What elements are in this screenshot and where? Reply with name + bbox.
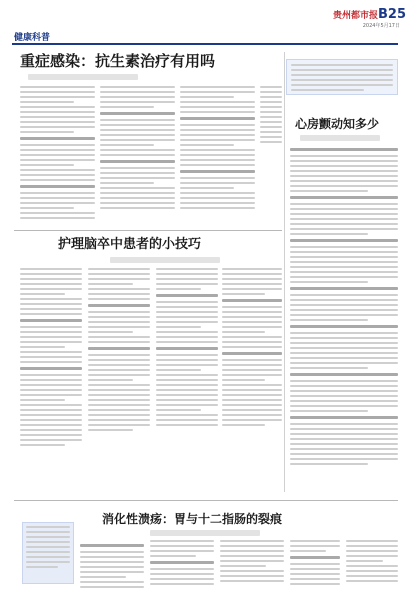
ulcer-article-intro-box: [22, 522, 74, 584]
ulcer-article-headline: 消化性溃疡：胃与十二指肠的裂痕: [102, 512, 283, 526]
main-article-headline: 重症感染：抗生素治疗有用吗: [20, 52, 216, 70]
main-article-text: [260, 86, 282, 226]
page-number-badge: B25: [378, 7, 406, 22]
ulcer-article-byline: [150, 530, 260, 536]
main-article-text: [100, 86, 175, 226]
side-article-byline: [300, 135, 380, 141]
ulcer-article-text: [80, 540, 144, 588]
main-article-text: [20, 86, 95, 226]
newspaper-name: 贵州都市报: [332, 11, 378, 21]
top-rule: [12, 43, 398, 45]
section-title: 健康科普: [14, 33, 51, 43]
ulcer-article-text: [290, 540, 340, 588]
stroke-article-text: [20, 268, 82, 494]
section-divider: [14, 500, 398, 501]
masthead-date: 2024年5月17日: [362, 23, 400, 29]
section-divider: [14, 230, 282, 231]
ulcer-article-text: [346, 540, 398, 588]
main-article-text: [180, 86, 255, 226]
side-article-intro-box: [286, 59, 398, 95]
main-article-byline: [28, 74, 138, 80]
stroke-article-byline: [110, 257, 220, 263]
side-article-headline: 心房颤动知多少: [295, 117, 380, 131]
ulcer-article-text: [220, 540, 284, 588]
stroke-article-text: [156, 268, 218, 494]
stroke-article-text: [222, 268, 282, 494]
stroke-article-text: [88, 268, 150, 494]
ulcer-article-text: [150, 540, 214, 588]
side-article-text: [290, 144, 398, 489]
column-divider: [284, 52, 285, 492]
stroke-article-headline: 护理脑卒中患者的小技巧: [58, 237, 202, 252]
